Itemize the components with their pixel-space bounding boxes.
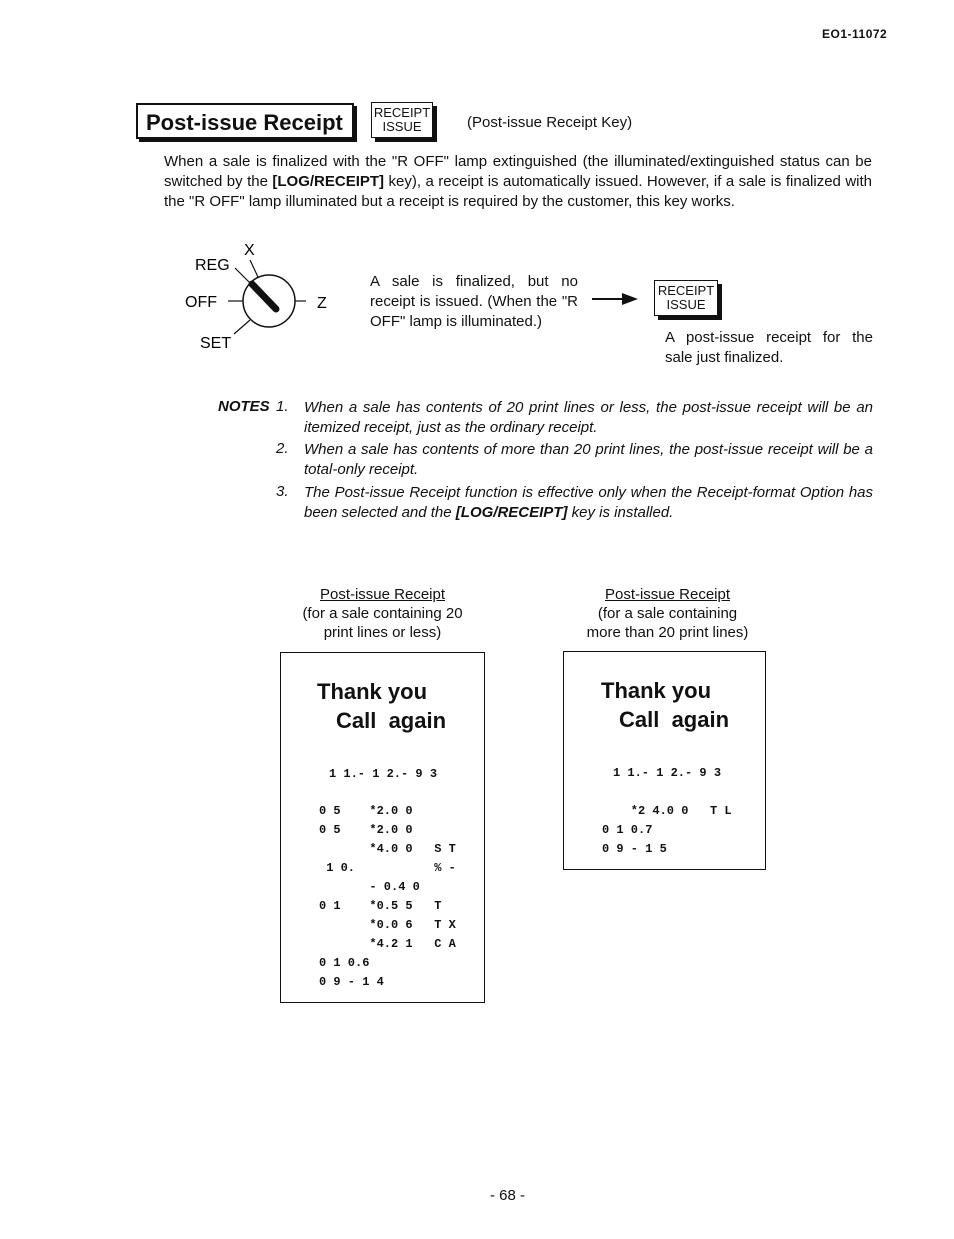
receipt1-heading-line2: (for a sale containing 20 [302,605,463,622]
receipt-line: *4.0 0 S T [319,842,456,856]
key-label-line1: RECEIPT [373,105,431,120]
receipt2-heading-title: Post-issue Receipt [604,586,731,603]
receipt-line: 0 1 0.7 [602,823,653,837]
intro-text-2: key), a receipt is automatically issued. However, if a sale is finalized with the "R OFF" lamp illuminated but a receipt is required by the customer, this key works. [164,173,873,210]
key-label-line2: ISSUE [666,297,706,312]
receipt-line: 0 9 - 1 4 [319,975,384,989]
note-3-key-name: [LOG/RECEIPT] [455,504,568,521]
receipt1-thanks-line1: Thank you [317,679,428,704]
receipt1-date: 1 1.- 1 2.- 9 3 [329,767,438,781]
receipt-line: 1 0. % - [319,861,456,875]
mode-z-label: Z [317,295,327,312]
receipt1-heading-title: Post-issue Receipt [319,586,446,603]
mode-reg-label: REG [195,257,230,274]
note-2: When a sale has contents of more than 20 print lines, the post-issue receipt will be a total-only receipt. [304,441,873,478]
note-3 [304,483,873,523]
post-issue-description: A post-issue receipt for the sale just finalized. [665,329,873,366]
receipt-line: 0 1 *0.5 5 T [319,899,442,913]
receipt2-heading-line2: (for a sale containing [597,605,738,622]
receipt1-lines [319,802,456,992]
note-3-text-a: The Post-issue Receipt function is effective only when the Receipt-format Option has been selected and the [304,484,873,521]
receipt2-date: 1 1.- 1 2.- 9 3 [613,766,722,780]
arrow-right-icon [590,291,640,307]
receipt1-heading-line3: print lines or less) [323,624,442,641]
intro-paragraph [164,152,872,212]
receipt-line: 0 5 *2.0 0 [319,804,413,818]
mode-off-label: OFF [185,294,217,311]
note-number: 1. [276,398,289,415]
receipt2-thanks-line2: Call again [619,707,730,732]
receipt-line: *0.0 6 T X [319,918,456,932]
sale-description: A sale is finalized, but no receipt is issued. (When the "R OFF" lamp is illuminated.) [370,273,578,330]
receipt2-lines [602,802,732,859]
key-caption: (Post-issue Receipt Key) [467,114,633,131]
receipt1-heading [270,585,495,642]
key-label-line1: RECEIPT [657,283,715,298]
receipt2-heading-line3: more than 20 print lines) [586,624,749,641]
receipt-line: *4.2 1 C A [319,937,456,951]
mode-switch-diagram [180,238,350,358]
receipt1 [280,652,485,1003]
section-title: Post-issue Receipt [136,103,354,139]
mode-set-label: SET [200,335,232,352]
page-number: - 68 - [490,1187,526,1204]
key-label-line2: ISSUE [382,119,422,134]
intro-text-1: When a sale is finalized with the "R OFF" lamp extinguished (the illuminated/extinguished status can be switched by the [164,153,872,190]
mode-x-label: X [244,242,255,259]
receipt1-thanks-line2: Call again [336,708,447,733]
note-1: When a sale has contents of 20 print lines or less, the post-issue receipt will be an itemized receipt, just as the ordinary receipt. [304,399,873,436]
receipt2-thanks-line1: Thank you [601,678,712,703]
note-number: 3. [276,483,289,500]
receipt2 [563,651,766,870]
document-id: EO1-11072 [822,27,888,41]
receipt-line: 0 9 - 1 5 [602,842,667,856]
receipt2-heading [555,585,780,642]
receipt-line: 0 1 0.6 [319,956,370,970]
note-number: 2. [276,440,289,457]
receipt-line: *2 4.0 0 T L [602,804,732,818]
receipt-issue-key-icon [654,280,718,316]
note-3-text-b: key is installed. [567,504,674,521]
notes-label: NOTES [218,398,270,415]
receipt-line: - 0.4 0 [319,880,420,894]
receipt-issue-key-icon [371,102,433,138]
receipt-line: 0 5 *2.0 0 [319,823,413,837]
intro-key-name: [LOG/RECEIPT] [272,173,385,190]
